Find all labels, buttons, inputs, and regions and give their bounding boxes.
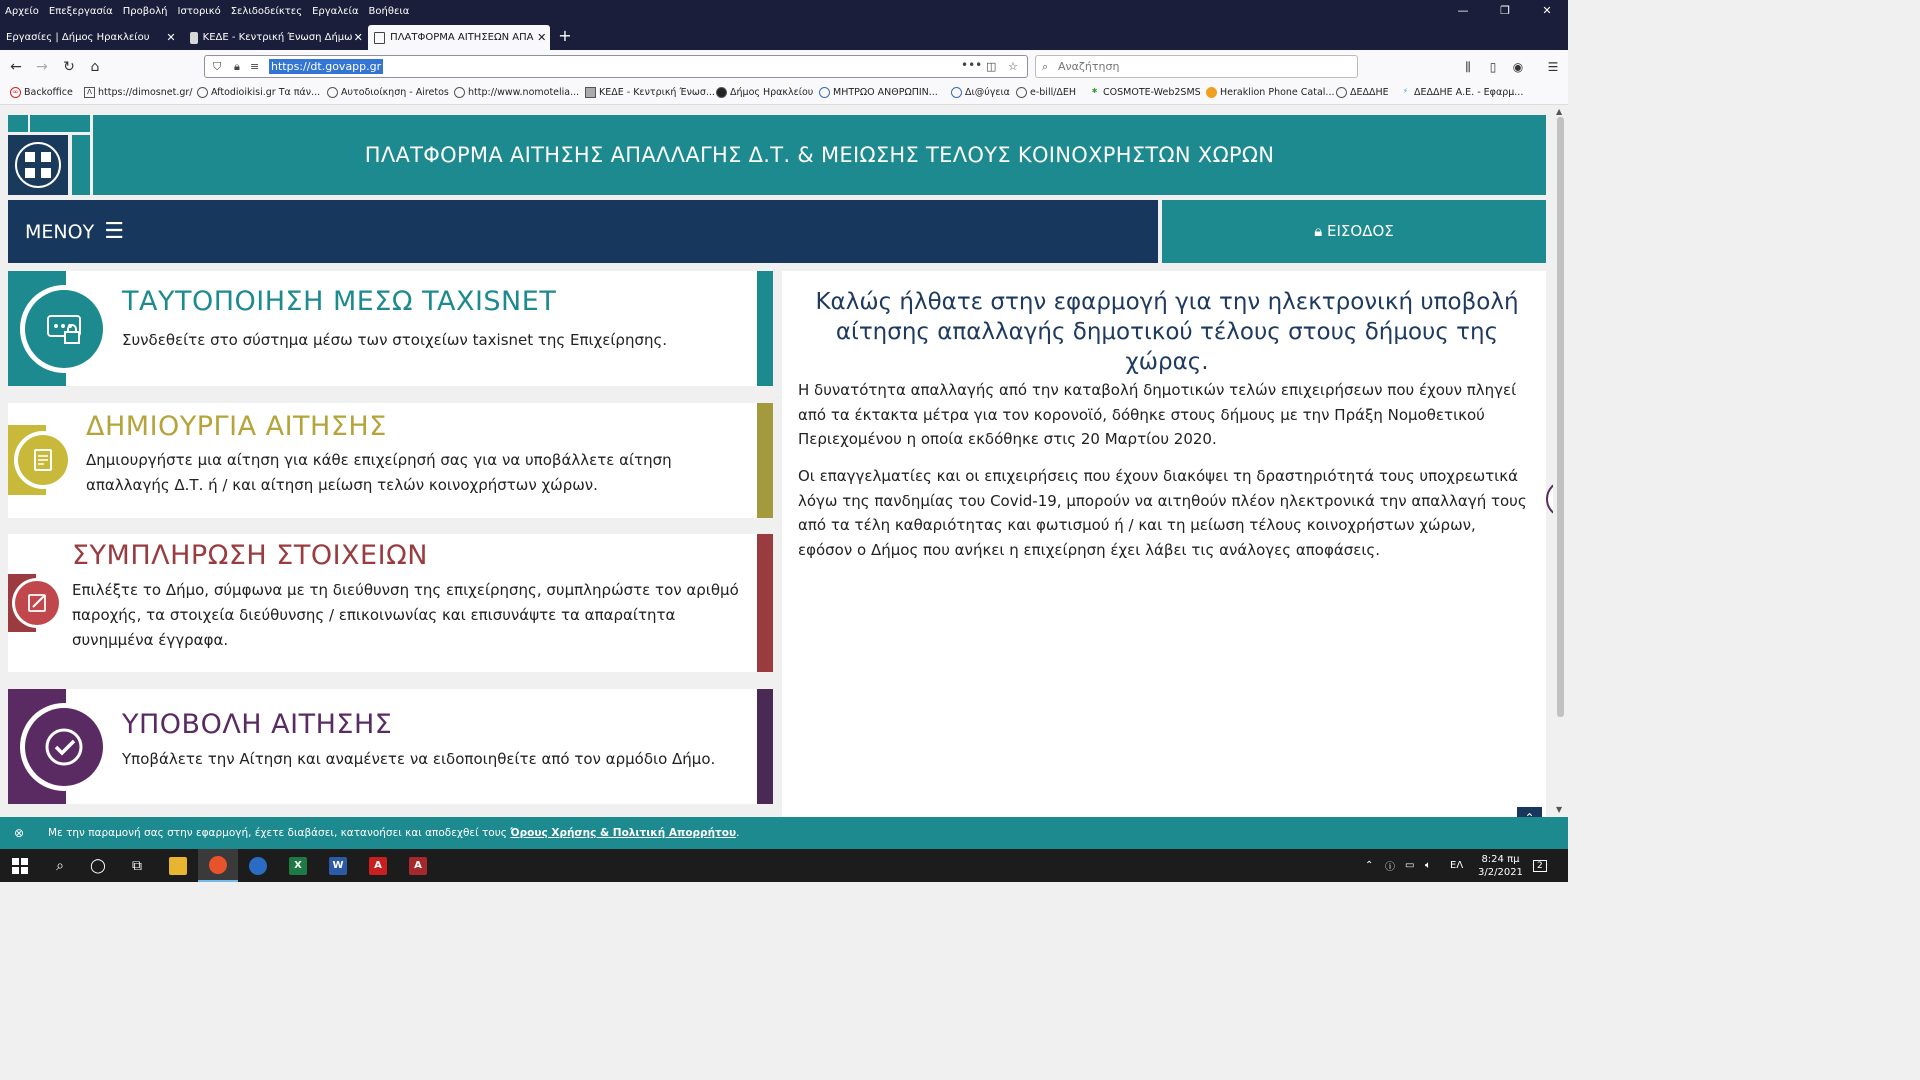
bookmark-item[interactable] [585, 87, 715, 98]
address-bar[interactable] [204, 55, 1028, 78]
site-menu-button[interactable] [8, 200, 1158, 263]
bookmark-label: Backoffice [24, 87, 73, 98]
bookmark-label: Δι@ύγεια [965, 87, 1010, 98]
clock-date: 3/2/2021 [1478, 866, 1523, 878]
page-scrollbar[interactable] [1553, 105, 1568, 817]
menu-bookmarks[interactable]: Σελιδοδείκτες [230, 5, 303, 17]
tab-platform[interactable] [368, 25, 550, 50]
card-desc: Υποβάλετε την Αίτηση και αναμένετε να ειδοποιηθείτε από τον αρμόδιο Δήμο. [122, 750, 716, 768]
excel-icon[interactable]: X [278, 849, 318, 882]
close-window-icon[interactable]: ✕ [1542, 4, 1552, 17]
bookmark-label: Aftodioikisi.gr Τα πάν... [211, 87, 321, 98]
windows-start-icon[interactable] [0, 849, 40, 882]
windows-taskbar [0, 849, 1568, 882]
bookmark-item[interactable] [1400, 87, 1523, 98]
minimize-icon[interactable]: — [1457, 4, 1469, 17]
library-icon[interactable]: ⫼ [1465, 60, 1471, 74]
card-title: ΔΗΜΙΟΥΡΓΙΑ ΑΙΤΗΣΗΣ [86, 411, 387, 442]
card-title: ΣΥΜΠΛΗΡΩΣΗ ΣΤΟΙΧΕΙΩΝ [72, 540, 428, 571]
card-accent-bar [757, 403, 773, 518]
firefox-menubar [0, 0, 1568, 22]
acrobat-icon[interactable]: A [358, 849, 398, 882]
menu-help[interactable]: Βοήθεια [368, 5, 410, 17]
card-fill-details[interactable] [8, 534, 773, 672]
globe-icon [454, 87, 465, 98]
bookmark-item[interactable] [819, 87, 938, 98]
logo-block [8, 115, 28, 132]
bookmark-item[interactable] [327, 87, 449, 98]
tab-close-icon[interactable]: ✕ [353, 31, 363, 44]
card-title: ΥΠΟΒΟΛΗ ΑΙΤΗΣΗΣ [122, 709, 393, 740]
hamburger-icon: ☰ [104, 219, 124, 244]
tray-chevron-icon[interactable]: ⌃ [1365, 860, 1374, 871]
bookmark-icon [716, 87, 727, 98]
welcome-panel [782, 271, 1546, 817]
edit-pencil-icon [15, 581, 59, 625]
card-create-application[interactable] [8, 403, 773, 518]
terms-link[interactable]: Όρους Χρήσης & Πολιτική Απορρήτου [510, 827, 737, 839]
bookmark-label: Αυτοδιοίκηση - Airetos [341, 87, 449, 98]
bookmark-label: Heraklion Phone Catal... [1220, 87, 1335, 98]
bookmark-label: Δήμος Ηρακλείου [730, 87, 814, 98]
firefox-icon[interactable] [198, 849, 238, 882]
web-page [0, 105, 1553, 817]
menu-history[interactable]: Ιστορικό [177, 5, 221, 17]
access-icon[interactable]: A [398, 849, 438, 882]
lock-icon[interactable]: 🔒︎ [234, 60, 240, 73]
lock-icon: 🔒︎ [1314, 222, 1323, 240]
bookmark-icon [585, 87, 596, 98]
network-icon[interactable]: ▭ [1405, 860, 1415, 871]
clock-time: 8:24 πμ [1481, 853, 1520, 865]
tab-label: ΚΕΔΕ - Κεντρική Ένωση Δήμω [202, 32, 353, 43]
clock[interactable] [1478, 849, 1523, 882]
tab-close-icon[interactable]: ✕ [537, 31, 547, 44]
login-button[interactable] [1162, 200, 1546, 263]
bookmark-label: ΔΕΔΔΗΕ Α.Ε. - Εφαρμ... [1414, 87, 1524, 98]
search-icon[interactable]: ⌕ [56, 857, 64, 874]
card-accent-bar [757, 271, 773, 386]
globe-icon [197, 87, 208, 98]
bookmark-label: e-bill/ΔΕΗ [1030, 87, 1077, 98]
card-accent-bar [757, 689, 773, 804]
volume-icon[interactable]: 🔈︎ [1425, 860, 1431, 871]
outlook-icon[interactable] [238, 849, 278, 882]
greek-emblem-icon [8, 135, 68, 195]
bookmark-label: ΚΕΔΕ - Κεντρική Ένωσ... [599, 87, 715, 98]
bookmark-item[interactable] [1089, 87, 1201, 98]
card-desc: Συνδεθείτε στο σύστημα μέσω των στοιχείων taxisnet της Επιχείρησης. [122, 331, 668, 349]
globe-icon [1336, 87, 1347, 98]
navigation-toolbar [0, 50, 1568, 83]
notifications-icon[interactable] [1533, 849, 1547, 882]
intro-paragraph-2: Οι επαγγελματίες και οι επιχειρήσεις που έχουν διακόψει τη δραστηριότητά τους υποχρεωτικά λόγω της πανδημίας του Covid-19, μπορούν να αιτηθούν πλέον ηλεκτρονικά την απαλλαγή τους από τα τέλη καθαριότητας και φωτισμού ή / και τη μείωση τέλους κοινοχρήστων χώρων, εφόσον ο Δήμος που ανήκει η επιχείρηση έχει λάβει τις ανάλογες αποφάσεις. [798, 467, 1527, 559]
password-lock-icon [25, 290, 103, 368]
bookmark-item[interactable] [197, 87, 320, 98]
word-icon[interactable]: W [318, 849, 358, 882]
bookmark-label: COSMOTE-Web2SMS [1103, 87, 1201, 98]
sidebar-icon[interactable]: ▯ [1489, 60, 1497, 74]
cookie-text-end: . [736, 827, 740, 839]
close-circle-icon[interactable]: ⊗ [14, 826, 25, 840]
bookmark-item[interactable] [1016, 87, 1076, 98]
tab-label: Εργασίες | Δήμος Ηρακλείου [6, 32, 150, 43]
globe-icon [327, 87, 338, 98]
bookmark-label: ΜΗΤΡΩΟ ΑΝΘΡΩΠΙΝ... [833, 87, 938, 98]
shield-icon[interactable]: ⛉ [213, 60, 222, 73]
scroll-up-icon[interactable]: ▲ [1556, 107, 1563, 116]
bookmark-icon: ⚡ [1403, 87, 1408, 95]
search-input[interactable] [1035, 55, 1358, 78]
menu-view[interactable]: Προβολή [122, 5, 168, 17]
kede-favicon-icon [190, 32, 198, 44]
bookmark-icon [951, 87, 962, 98]
menu-edit[interactable]: Επεξεργασία [48, 5, 113, 17]
site-header-title: ΠΛΑΤΦΟΡΜΑ ΑΙΤΗΣΗΣ ΑΠΑΛΛΑΓΗΣ Δ.Τ. & ΜΕΙΩΣΗΣ ΤΕΛΟΥΣ ΚΟΙΝΟΧΡΗΣΤΩΝ ΧΩΡΩΝ [93, 115, 1546, 195]
language-indicator[interactable]: ΕΛ [1450, 860, 1464, 871]
new-tab-button[interactable]: + [558, 26, 572, 45]
bookmark-icon: ✱ [1091, 87, 1098, 95]
scroll-down-icon[interactable]: ▼ [1556, 805, 1563, 814]
card-accent-bar [757, 534, 773, 672]
logo-block [72, 135, 90, 195]
bookmark-icon [1206, 87, 1217, 98]
bookmark-item[interactable] [716, 87, 813, 98]
card-submit-application[interactable] [8, 689, 773, 804]
task-view-icon[interactable]: ⧉ [132, 857, 142, 874]
bookmark-label: https://dimosnet.gr/ [98, 87, 193, 98]
menu-tools[interactable]: Εργαλεία [312, 5, 359, 17]
bookmark-item[interactable] [454, 87, 579, 98]
card-desc: Δημιουργήστε μια αίτηση για κάθε επιχείρησή σας για να υποβάλλετε αίτηση απαλλαγής Δ.Τ. ή / και αίτηση μείωση τελών κοινοχρήστων χώρων. [86, 451, 672, 494]
scrollbar-thumb[interactable] [1557, 117, 1564, 717]
pocket-icon[interactable]: ◫ [986, 60, 997, 73]
cookie-text: Με την παραμονή σας στην εφαρμογή, έχετε διαβάσει, κατανοήσει και αποδεχθεί τους [48, 827, 511, 839]
check-circle-icon [25, 708, 103, 786]
tab-kede[interactable] [184, 25, 364, 50]
home-icon[interactable]: ⌂ [90, 59, 100, 75]
document-form-icon [18, 435, 68, 485]
intro-paragraph-1: Η δυνατότητα απαλλαγής από την καταβολή δημοτικών τελών επιχειρήσεων που έχουν πληγεί από τα έκτακτα μέτρα για τον κορονοϊό, δόθηκε στους δήμους με την Πράξη Νομοθετικού Περιεχομένου η οποία εκδόθηκε στις 20 Μαρτίου 2020. [798, 381, 1517, 448]
bookmark-item[interactable] [10, 87, 73, 98]
bookmark-label: http://www.nomotelia... [468, 87, 580, 98]
menu-label: ΜΕΝΟΥ [25, 221, 95, 243]
welcome-heading: Καλώς ήλθατε στην εφαρμογή για την ηλεκτρονική υποβολή αίτησης απαλλαγής δημοτικού τέλους στους δήμους της χώρας. [815, 289, 1519, 375]
tab-label: ΠΛΑΤΦΟΡΜΑ ΑΙΤΗΣΕΩΝ ΑΠΑ [390, 32, 534, 43]
notification-count: 2 [1533, 860, 1547, 872]
page-actions-icon[interactable]: ••• [961, 58, 983, 72]
globe-icon [1016, 87, 1027, 98]
card-taxisnet[interactable] [8, 271, 773, 386]
menu-file[interactable]: Αρχείο [5, 5, 39, 17]
back-icon[interactable]: ← [10, 59, 22, 75]
search-placeholder: Αναζήτηση [1058, 60, 1120, 73]
reload-icon[interactable]: ↻ [63, 59, 75, 75]
bookmark-icon: Λ [84, 87, 95, 98]
bookmark-item[interactable] [1206, 87, 1335, 98]
bookmark-item[interactable] [1336, 87, 1389, 98]
card-desc: Επιλέξτε το Δήμο, σύμφωνα με τη διεύθυνση της επιχείρησης, συμπληρώστε τον αριθμό παροχής, τα στοιχεία διεύθυνσης / επικοινωνίας και επισυνάψτε τα απαραίτητα συνημμένα έγγραφα. [72, 581, 739, 649]
logo-block [30, 115, 90, 132]
cookie-notice [0, 817, 1568, 849]
page-favicon-icon [374, 32, 385, 44]
hamburger-menu-icon[interactable]: ☰ [1547, 60, 1559, 74]
restore-icon[interactable]: ❐ [1500, 4, 1510, 17]
bookmark-icon: ∞ [10, 87, 21, 98]
url-text[interactable]: https://dt.govapp.gr [271, 60, 382, 73]
account-icon[interactable]: ◉ [1512, 60, 1524, 74]
cortana-icon[interactable]: ◯ [90, 857, 106, 874]
card-title: ΤΑΥΤΟΠΟΙΗΣΗ ΜΕΣΩ TAXISNET [122, 286, 557, 317]
tab-strip [0, 22, 1568, 50]
tab-close-icon[interactable]: ✕ [166, 31, 176, 44]
login-label: ΕΙΣΟΔΟΣ [1327, 222, 1394, 240]
bookmark-item[interactable] [951, 87, 1010, 98]
bookmark-star-icon[interactable]: ☆ [1008, 60, 1018, 73]
search-icon: ⌕ [1042, 60, 1049, 73]
forward-icon[interactable]: → [36, 59, 48, 75]
file-explorer-icon[interactable] [158, 849, 198, 882]
bookmarks-toolbar [0, 83, 1568, 105]
tray-help-icon[interactable]: ⓘ [1385, 862, 1395, 873]
bookmark-label: ΔΕΔΔΗΕ [1350, 87, 1389, 98]
permissions-icon[interactable]: ≡ [250, 60, 260, 73]
bookmark-icon [819, 87, 830, 98]
bookmark-item[interactable] [84, 87, 193, 98]
tab-dimos-irakleiou[interactable] [0, 25, 180, 50]
